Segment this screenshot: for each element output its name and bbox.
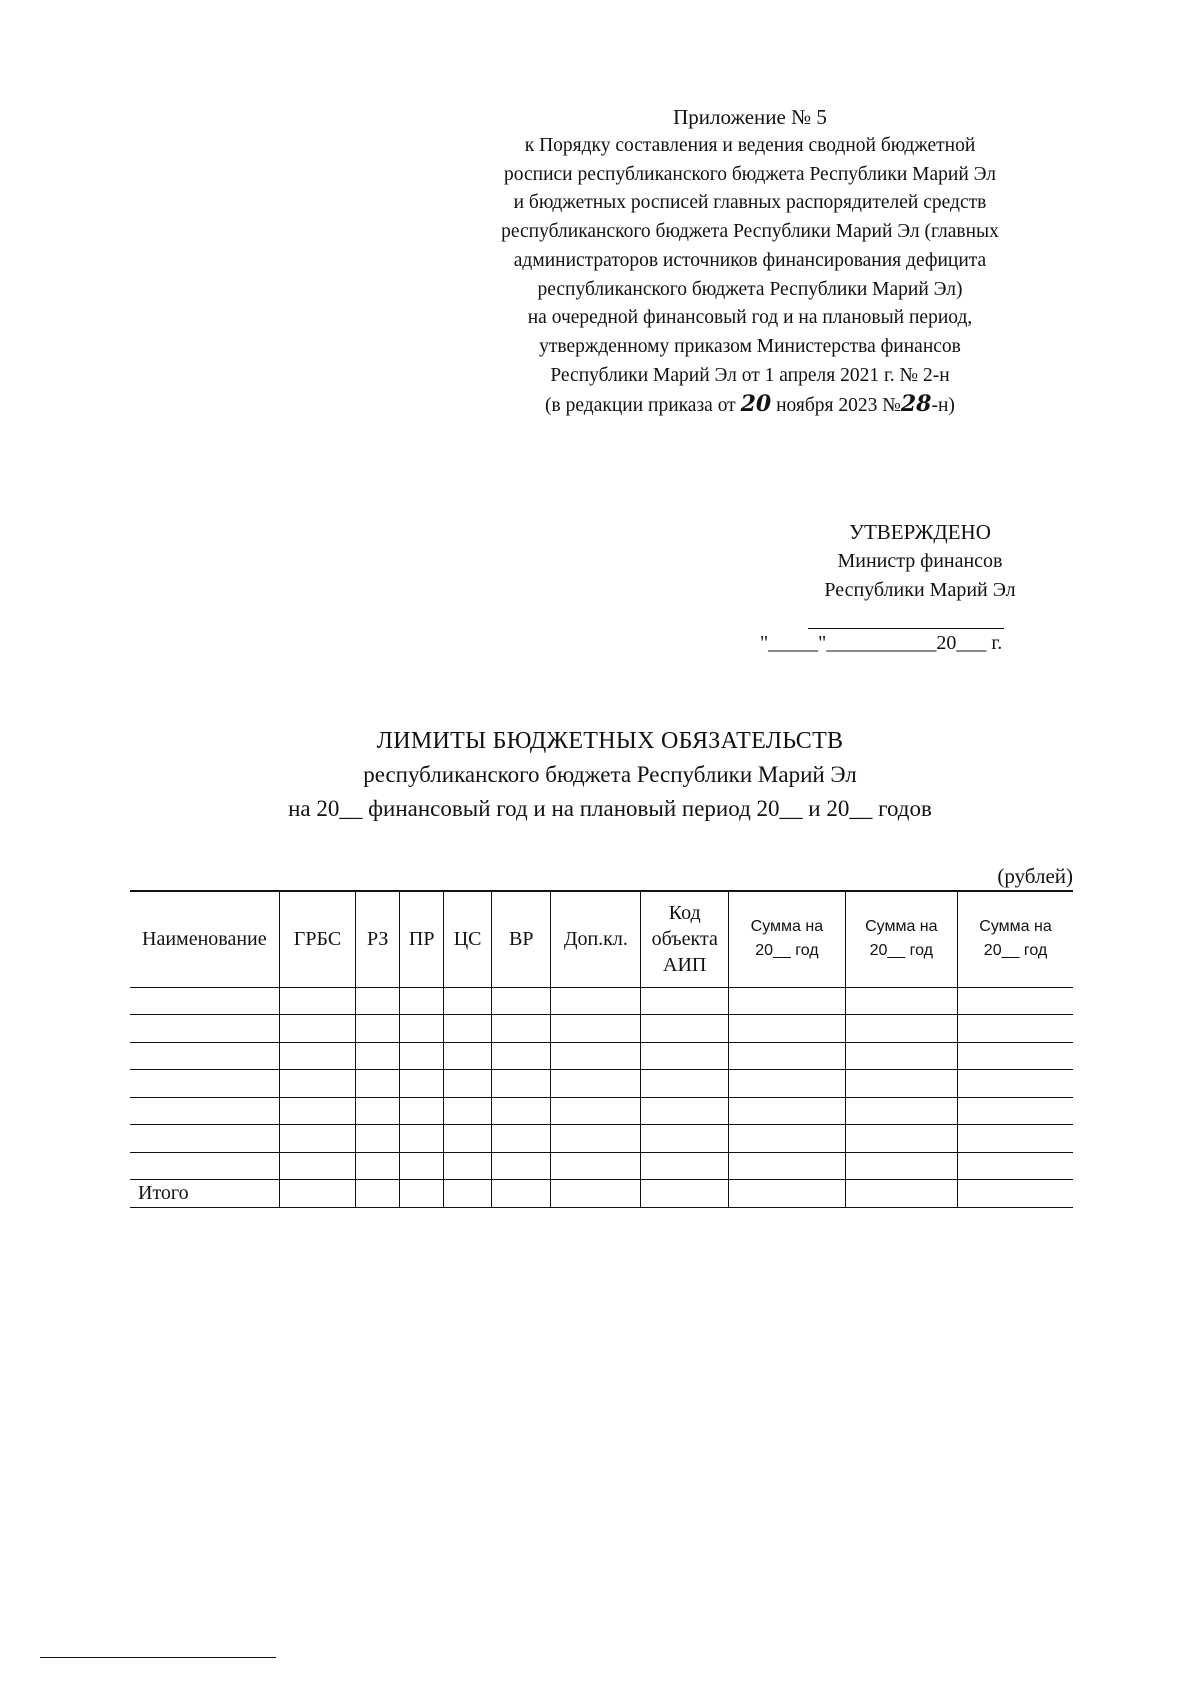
column-header: Сумма на 20__ год (845, 891, 957, 987)
appendix-title: Приложение № 5 (673, 105, 827, 129)
units-label: (рублей) (997, 864, 1073, 888)
approval-position: Министр финансов (837, 550, 1003, 572)
table-row (130, 1015, 1073, 1043)
approval-stamp: УТВЕРЖДЕНО (849, 520, 991, 544)
appendix-line: утвержденному приказом Министерства финансов (539, 335, 961, 357)
column-header: Доп.кл. (551, 891, 641, 987)
edition-line (440, 390, 1060, 421)
column-header: Сумма на 20__ год (958, 891, 1074, 987)
edition-mid: ноября 2023 № (771, 395, 901, 417)
table-row (130, 1070, 1073, 1098)
column-header: ГРБС (279, 891, 356, 987)
document-subtitle: республиканского бюджета Республики Марий Эл (363, 762, 857, 787)
approval-date-line: "_____"___________20___ г. (760, 632, 1003, 654)
approval-block (760, 518, 1080, 605)
handwritten-number: 28 (900, 391, 932, 418)
document-heading (160, 724, 1060, 826)
table-header-row (130, 891, 1073, 987)
appendix-header (440, 102, 1060, 421)
edition-suffix: -н) (931, 395, 955, 417)
column-header: ПР (400, 891, 444, 987)
column-header: Наименование (130, 891, 279, 987)
appendix-line: росписи республиканского бюджета Республики Марий Эл (504, 163, 996, 185)
table-row (130, 1152, 1073, 1180)
document-period: на 20__ финансовый год и на плановый период 20__ и 20__ годов (288, 796, 932, 821)
approval-position: Республики Марий Эл (824, 579, 1016, 601)
column-header: Сумма на 20__ год (729, 891, 845, 987)
handwritten-day: 20 (740, 391, 772, 418)
total-label: Итого (130, 1180, 279, 1208)
column-header: ЦС (444, 891, 492, 987)
table-row (130, 1097, 1073, 1125)
appendix-line: и бюджетных росписей главных распорядителей средств (513, 192, 987, 214)
total-row (130, 1180, 1073, 1208)
table-row (130, 1042, 1073, 1070)
edition-prefix: (в редакции приказа от (545, 395, 741, 417)
appendix-line: республиканского бюджета Республики Марий Эл (главных (501, 221, 999, 243)
footnote-separator (40, 1657, 276, 1658)
column-header: ВР (492, 891, 551, 987)
document-title: ЛИМИТЫ БЮДЖЕТНЫХ ОБЯЗАТЕЛЬСТВ (376, 728, 844, 754)
table-row (130, 1125, 1073, 1153)
appendix-line: администраторов источников финансирования дефицита (513, 249, 987, 271)
appendix-line: на очередной финансовый год и на плановый период, (527, 307, 973, 329)
appendix-line: к Порядку составления и ведения сводной бюджетной (524, 135, 976, 156)
column-header: РЗ (356, 891, 400, 987)
signature-line (808, 628, 1004, 629)
limits-table (130, 890, 1073, 1208)
table-row (130, 987, 1073, 1015)
appendix-line: республиканского бюджета Республики Марий Эл) (537, 278, 963, 300)
column-header: Код объекта АИП (641, 891, 729, 987)
appendix-line: Республики Марий Эл от 1 апреля 2021 г. № 2-н (550, 364, 950, 386)
